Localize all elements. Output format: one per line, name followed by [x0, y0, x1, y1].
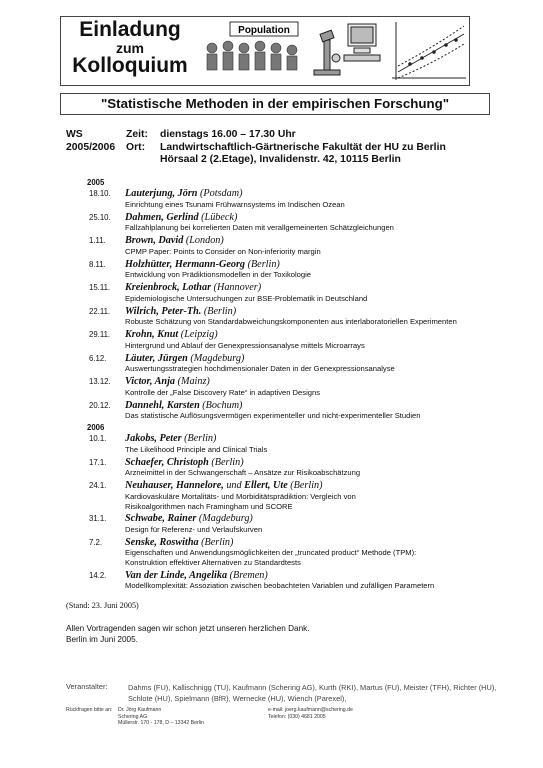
talk-title: Das statistische Auflösungsvermögen experimenteller und nicht-experimenteller Studien: [125, 411, 421, 420]
contact-label: Rückfragen bitte an:: [66, 707, 113, 713]
svg-text:Population: Population: [238, 25, 290, 36]
talk-title: Einrichtung eines Tsunami Frühwarnsystems im Indischen Ozean: [125, 199, 345, 209]
talk-entry: [87, 282, 527, 306]
year-heading-2006: 2006: [87, 423, 105, 432]
talk-speaker: Schwabe, Rainer (Magdeburg): [125, 513, 253, 524]
regression-plot-icon: [392, 22, 466, 80]
thanks-line: Allen Vortragenden sagen wir schon jetzt unseren herzlichen Dank.: [66, 624, 310, 633]
talk-date: 14.2.: [89, 570, 107, 580]
talk-date: 18.10.: [89, 189, 111, 198]
population-sign: [230, 22, 298, 36]
ort-line-1: Landwirtschaftlich-Gärtnerische Fakultät der HU zu Berlin: [160, 141, 446, 153]
people-icons: [207, 41, 297, 70]
talk-speaker: Schaefer, Christoph (Berlin): [125, 456, 244, 468]
talk-title: Kardiovaskuläre Mortalitäts- und Morbiditätsprädiktion: Vergleich von: [125, 491, 356, 501]
talk-date: 10.1.: [89, 434, 107, 443]
talk-date: 29.11.: [89, 330, 111, 339]
talk-entry: [87, 235, 527, 259]
talk-speaker: Senske, Roswitha (Berlin): [125, 536, 234, 548]
ws-label: WS: [66, 129, 83, 140]
talk-title: Fallzahlplanung bei korrelierten Daten mit verallgemeinerten Schätzgleichungen: [125, 223, 394, 232]
talk-entry: [87, 457, 527, 481]
schedule: [87, 178, 527, 593]
talk-date: 13.12.: [89, 377, 111, 386]
microscope-icon: [314, 30, 340, 75]
talk-title: Hintergrund und Ablauf der Genexpressionsanalyse mittels Microarrays: [125, 340, 365, 350]
talk-entry: [87, 353, 527, 377]
talk-title: Modellkomplexität: Assoziation zwischen beobachteten Variablen und zufälligen Parametern: [125, 581, 435, 590]
talk-entry: [87, 306, 527, 330]
talk-title-cont: Risikoalgorithmen nach Framingham und SCORE: [125, 501, 293, 511]
talk-speaker: Lauterjung, Jörn (Potsdam): [125, 188, 243, 199]
talk-entry: [87, 259, 527, 283]
title-line-3: Kolloquium: [72, 54, 188, 77]
talk-date: 17.1.: [89, 457, 107, 467]
ort-line-2: Hörsaal 2 (2.Etage), Invalidenstr. 42, 10115 Berlin: [160, 154, 401, 165]
talk-entry: [87, 212, 527, 236]
talk-title: Eigenschaften und Anwendungsmöglichkeiten der „truncated product“ Methode (TPM):: [125, 548, 417, 557]
talk-date: 6.12.: [89, 353, 107, 363]
talk-entry: [87, 376, 527, 400]
talk-date: 8.11.: [89, 259, 106, 269]
organizers-list: Dahms (FU), Kallischnigg (TU), Kaufmann (Schering AG), Kurth (RKI), Martus (FU), Meister (TFH), Richter (HU), Schlote (HU), Spielmann (BfR), Wernecke (HU), Wiench (Parexel),: [128, 683, 497, 703]
talk-date: 20.12.: [89, 400, 111, 410]
talk-title: Arzneimittel in der Schwangerschaft – Ansätze zur Risikoabschätzung: [125, 468, 361, 477]
zeit-label: Zeit:: [126, 129, 148, 140]
talk-speaker: Dannehl, Karsten (Bochum): [125, 399, 243, 411]
talk-entry: [87, 513, 527, 537]
talk-entry: [87, 400, 527, 424]
status-date: (Stand: 23. Juni 2005): [66, 601, 139, 610]
closing-note: [66, 623, 310, 645]
organizers-label: Veranstalter:: [66, 682, 108, 691]
talk-entry: [87, 537, 527, 570]
talk-entry: [87, 188, 527, 212]
talk-date: 7.2.: [89, 537, 103, 547]
contact-address: Dr. Jörg Kaufmann Schering AG Müllerstr. 170 - 178, D – 13342 Berlin: [118, 707, 204, 726]
talk-speaker: Van der Linde, Angelika (Bremen): [125, 569, 268, 581]
header-title: [66, 20, 194, 76]
talk-title: Kontrolle der „False Discovery Rate“ in adaptiven Designs: [125, 387, 320, 397]
talk-entry: [87, 480, 527, 513]
talks-2006: [87, 433, 527, 593]
talk-speaker: Jakobs, Peter (Berlin): [125, 433, 217, 444]
talk-date: 24.1.: [89, 481, 107, 490]
talk-title: Entwicklung von Prädiktionsmodellen in der Toxikologie: [125, 270, 312, 279]
talk-title: Robuste Schätzung von Standardabweichungskomponenten aus interlaboratoriellen Experimenten: [125, 317, 457, 326]
ws-value: 2005/2006: [66, 141, 116, 153]
talk-date: 25.10.: [89, 212, 111, 222]
place-date-line: Berlin im Juni 2005.: [66, 635, 138, 644]
talk-speaker: Holzhütter, Hermann-Georg (Berlin): [125, 258, 280, 270]
talk-speaker: Victor, Anja (Mainz): [125, 376, 210, 387]
zeit-value: dienstags 16.00 – 17.30 Uhr: [160, 129, 296, 140]
colloquium-subtitle: "Statistische Methoden in der empirischen Forschung": [60, 93, 490, 115]
contact-phone: Telefon: (030) 4681 2005: [268, 713, 326, 720]
talk-title: The Likelihood Principle and Clinical Trials: [125, 444, 268, 454]
statistics-illustration: [202, 18, 470, 84]
talk-speaker: Wilrich, Peter-Th. (Berlin): [125, 305, 237, 317]
talk-speaker: Dahmen, Gerlind (Lübeck): [125, 211, 238, 223]
talk-date: 15.11.: [89, 283, 111, 292]
talk-date: 22.11.: [89, 306, 111, 316]
title-line-1: Einladung: [79, 18, 181, 41]
talk-title: Design für Referenz- und Verlaufskurven: [125, 524, 263, 534]
talk-entry: [87, 570, 527, 594]
title-line-2: zum: [116, 40, 144, 56]
talk-speaker: Läuter, Jürgen (Magdeburg): [125, 352, 245, 364]
talk-title-cont: Konstruktion effektiver Alternativen zu Standardtests: [125, 558, 301, 567]
year-heading-2005: 2005: [87, 178, 105, 187]
ort-label: Ort:: [126, 141, 146, 153]
talk-speaker: Kreienbrock, Lothar (Hannover): [125, 282, 262, 293]
contact-email[interactable]: e-mail: joerg.kaufmann@schering.de: [268, 707, 353, 713]
talk-date: 1.11.: [89, 236, 106, 245]
talk-speaker: Brown, David (London): [125, 235, 224, 246]
talk-entry: [87, 433, 527, 457]
talks-2005: [87, 188, 527, 423]
talk-title: Epidemiologische Untersuchungen zur BSE-Problematik in Deutschland: [125, 293, 368, 303]
talk-speaker: Krohn, Knut (Leipzig): [125, 329, 218, 340]
talk-title: CPMP Paper: Points to Consider on Non-inferiority margin: [125, 246, 321, 256]
talk-entry: [87, 329, 527, 353]
talk-title: Auswertungsstrategien hochdimensionaler Daten in der Genexpressionsanalyse: [125, 364, 395, 373]
talk-date: 31.1.: [89, 514, 107, 523]
computer-icon: [344, 24, 380, 61]
talk-speaker: Neuhauser, Hannelore, und Ellert, Ute (Berlin): [125, 480, 323, 491]
contact-details: [268, 707, 353, 720]
